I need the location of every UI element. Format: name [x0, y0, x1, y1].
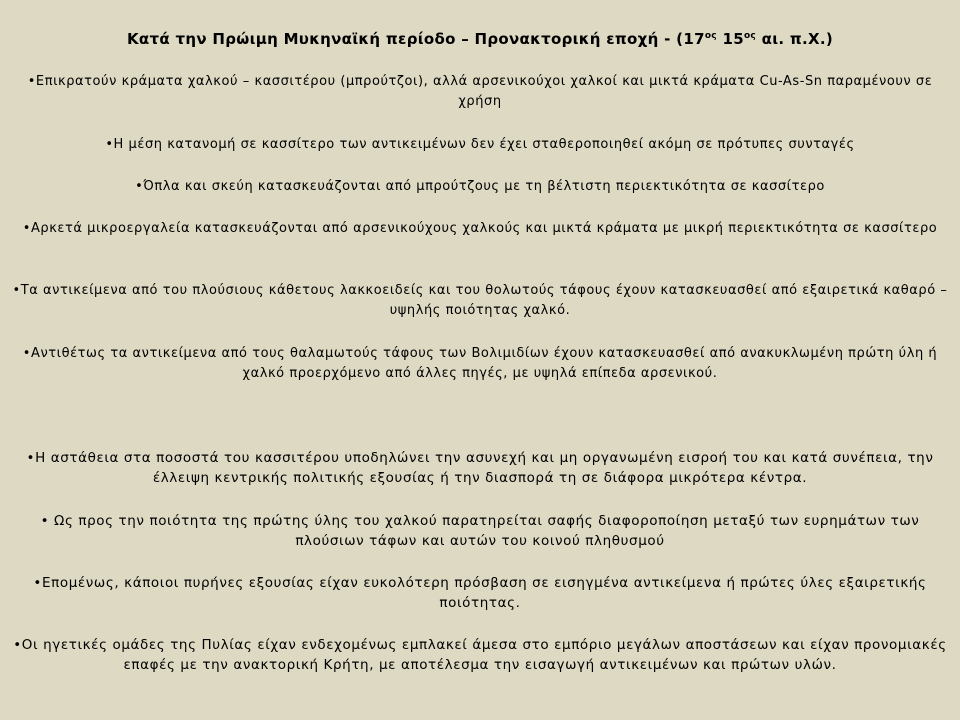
- lower-bullet-2: • Ως προς την ποιότητα της πρώτης ύλης του χαλκού παρατηρείται σαφής διαφοροποίηση μεταξύ των ευρημάτων των πλούσιων τάφων και αυτών του κοινού πληθυσμού: [40, 513, 920, 549]
- title-end: αι. π.Χ.): [756, 30, 834, 48]
- title-sup-1: ος: [704, 31, 717, 41]
- slide-title: [0, 30, 960, 48]
- title-main: Κατά την Πρώιμη Μυκηναϊκή περίοδο – Προνακτορική εποχή - (17: [126, 30, 705, 48]
- upper-bullet-1: •Επικρατούν κράματα χαλκού – κασσιτέρου (μπρούτζοι), αλλά αρσενικούχοι χαλκοί και μικτά κράματα Cu-As-Sn παραμένουν σε χρήση: [27, 74, 933, 109]
- upper-bullet-3: •Όπλα και σκεύη κατασκευάζονται από μπρούτζους με τη βέλτιστη περιεκτικότητα σε κασσίτερο: [135, 179, 825, 194]
- upper-bullet-2: •Η μέση κατανομή σε κασσίτερο των αντικειμένων δεν έχει σταθεροποιηθεί ακόμη σε πρότυπες συνταγές: [105, 137, 855, 152]
- title-sup-2: ος: [743, 31, 757, 41]
- title-mid: 15: [716, 30, 744, 48]
- upper-bullet-6: •Αντιθέτως τα αντικείμενα από τους θαλαμωτούς τάφους των Βολιμιδίων έχουν κατασκευασθεί από ανακυκλωμένη πρώτη ύλη ή χαλκό προερχόμενο από άλλες πηγές, με υψηλά επίπεδα αρσενικού.: [22, 346, 938, 381]
- upper-bullet-5: •Τα αντικείμενα από του πλούσιους κάθετους λακκοειδείς και του θολωτούς τάφους έχουν κατασκευασθεί από εξαιρετικά καθαρό – υψηλής ποιότητας χαλκό.: [12, 283, 948, 318]
- upper-bullet-4: •Αρκετά μικροεργαλεία κατασκευάζονται από αρσενικούχους χαλκούς και μικτά κράματα με μικρή περιεκτικότητα σε κασσίτερο: [22, 221, 938, 236]
- lower-bullet-3: •Επομένως, κάποιοι πυρήνες εξουσίας είχαν ευκολότερη πρόσβαση σε εισηγμένα αντικείμενα ή πρώτες ύλες εξαιρετικής ποιότητας.: [33, 575, 927, 611]
- lower-bullet-1: •Η αστάθεια στα ποσοστά του κασσιτέρου υποδηλώνει την ασυνεχή και μη οργανωμένη εισροή του και κατά συνέπεια, την έλλειψη κεντρικής πολιτικής εξουσίας ή την διασπορά τη σε διάφορα μικρότερα κέντρα.: [26, 450, 934, 486]
- lower-bullet-4: •Οι ηγετικές ομάδες της Πυλίας είχαν ενδεχομένως εμπλακεί άμεσα στο εμπόριο μεγάλων αποστάσεων και είχαν προνομιακές επαφές με την ανακτορική Κρήτη, με αποτέλεσμα την εισαγωγή αντικειμένων και πρώτων υλών.: [13, 637, 947, 673]
